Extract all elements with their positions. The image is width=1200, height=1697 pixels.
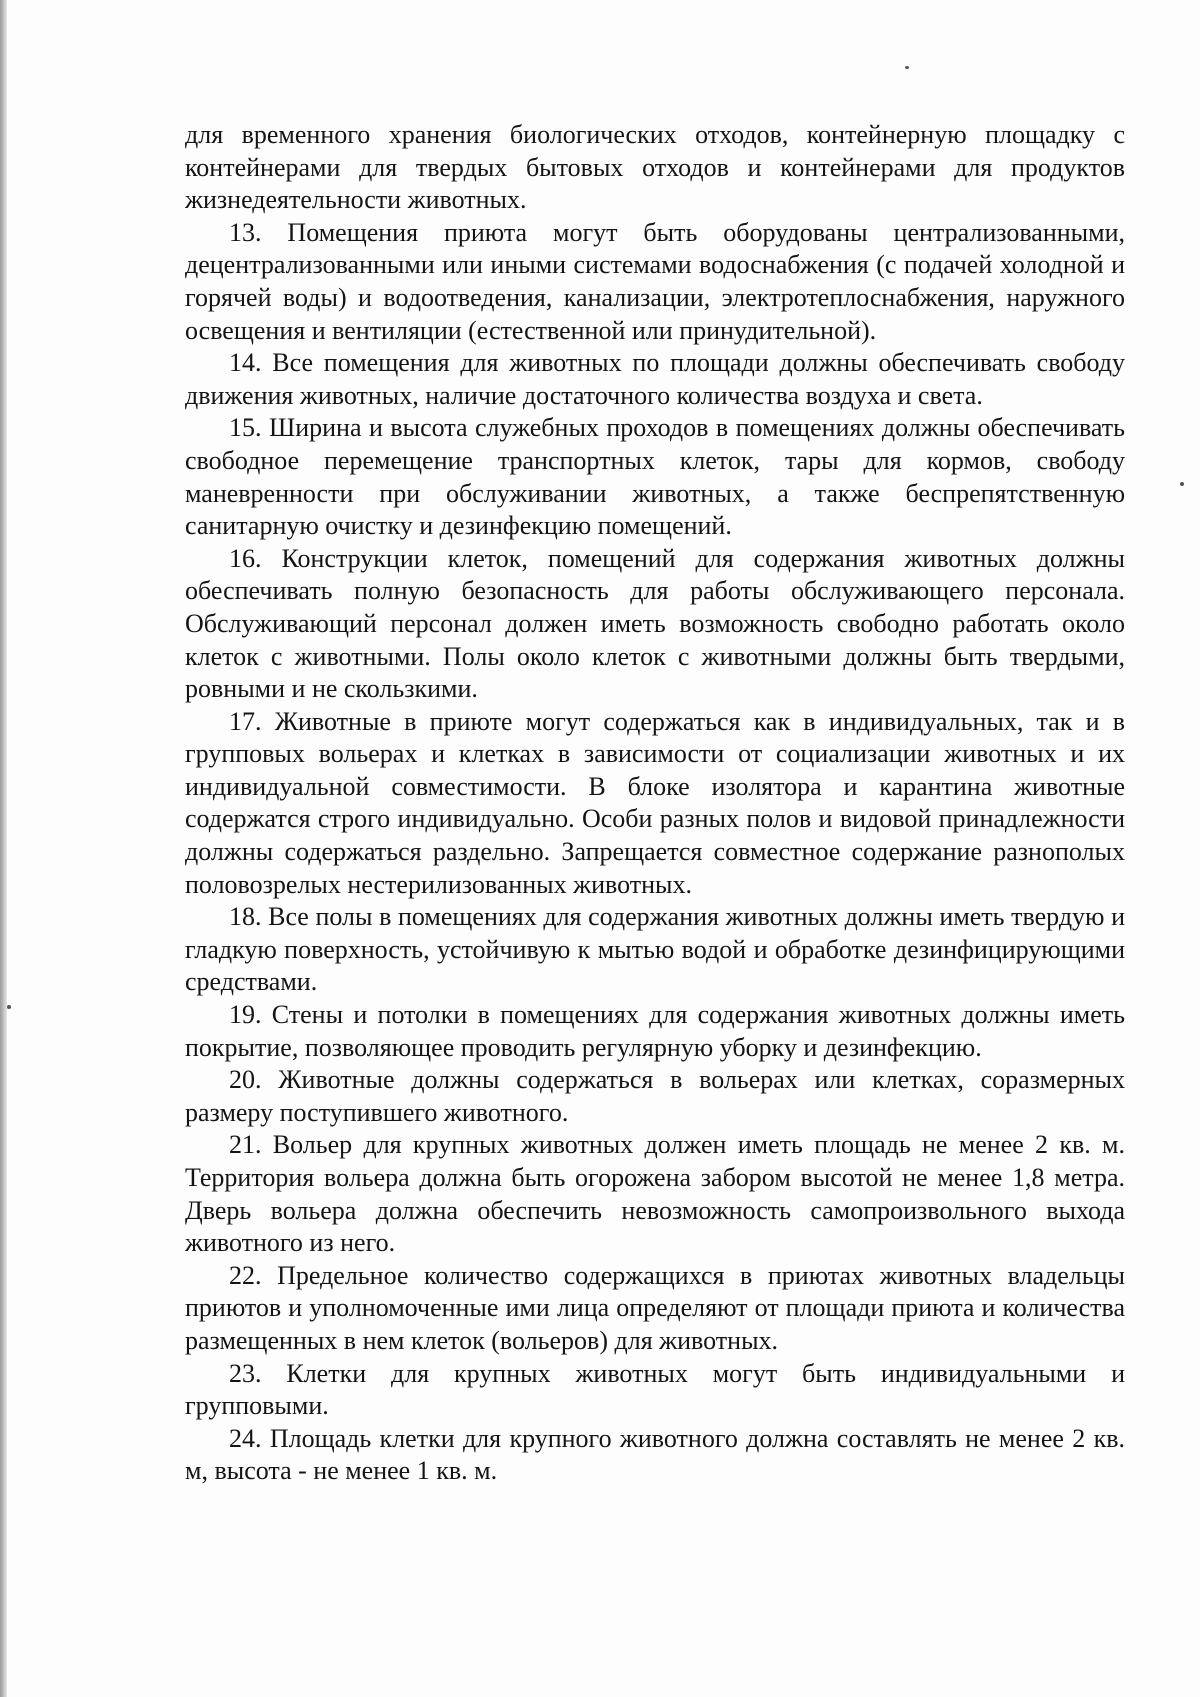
scan-speck	[1180, 482, 1184, 486]
paragraph-20: 20. Животные должны содержаться в вольерах или клетках, соразмерных размеру поступившего животного.	[185, 1065, 1125, 1127]
paragraph-17: 17. Животные в приюте могут содержаться как в индивидуальных, так и в групповых вольерах и клетках в зависимости от социализации животных и их индивидуальной совместимости. В блоке изолятора и карантина животные содержатся строго индивидуально. Особи разных полов и видовой принадлежности должны содержаться раздельно. Запрещается совместное содержание разнополых половозрелых нестерилизованных животных.	[185, 706, 1125, 899]
paragraph-15: 15. Ширина и высота служебных проходов в помещениях должны обеспечивать свободное перемещение транспортных клеток, тары для кормов, свободу маневренности при обслуживании животных, а также беспрепятственную санитарную очистку и дезинфекцию помещений.	[185, 413, 1125, 541]
paragraph-24: 24. Площадь клетки для крупного животного должна составлять не менее 2 кв. м, высота - не менее 1 кв. м.	[185, 1423, 1125, 1486]
page-scan-edge	[0, 0, 7, 1697]
document-body	[185, 119, 1125, 1488]
paragraph-18: 18. Все полы в помещениях для содержания животных должны иметь твердую и гладкую поверхность, устойчивую к мытью водой и обработке дезинфицирующими средствами.	[185, 902, 1125, 997]
paragraph-23: 23. Клетки для крупных животных могут быть индивидуальными и групповыми.	[185, 1358, 1125, 1421]
paragraph-21: 21. Вольер для крупных животных должен иметь площадь не менее 2 кв. м. Территория вольера должна быть огорожена забором высотой не менее 1,8 метра. Дверь вольера должна обеспечить невозможность самопроизвольного выхода животного из него.	[185, 1130, 1125, 1258]
paragraph-19: 19. Стены и потолки в помещениях для содержания животных должны иметь покрытие, позволяющее проводить регулярную уборку и дезинфекцию.	[185, 1000, 1125, 1062]
paragraph-22: 22. Предельное количество содержащихся в приютах животных владельцы приютов и уполномоченные ими лица определяют от площади приюта и количества размещенных в нем клеток (вольеров) для животных.	[185, 1260, 1125, 1355]
paragraph-13: 13. Помещения приюта могут быть оборудованы централизованными, децентрализованными или иными системами водоснабжения (с подачей холодной и горячей воды) и водоотведения, канализации, электротеплоснабжения, наружного освещения и вентиляции (естественной или принудительной).	[185, 217, 1125, 345]
paragraph-intro: для временного хранения биологических отходов, контейнерную площадку с контейнерами для твердых бытовых отходов и контейнерами для продуктов жизнедеятельности животных.	[185, 120, 1125, 215]
scan-speck	[7, 1005, 11, 1009]
scan-speck	[905, 66, 909, 69]
paragraph-14: 14. Все помещения для животных по площади должны обеспечивать свободу движения животных, наличие достаточного количества воздуха и света.	[185, 348, 1125, 410]
paragraph-16: 16. Конструкции клеток, помещений для содержания животных должны обеспечивать полную безопасность для работы обслуживающего персонала. Обслуживающий персонал должен иметь возможность свободно работать около клеток с животными. Полы около клеток с животными должны быть твердыми, ровными и не скользкими.	[185, 543, 1125, 704]
